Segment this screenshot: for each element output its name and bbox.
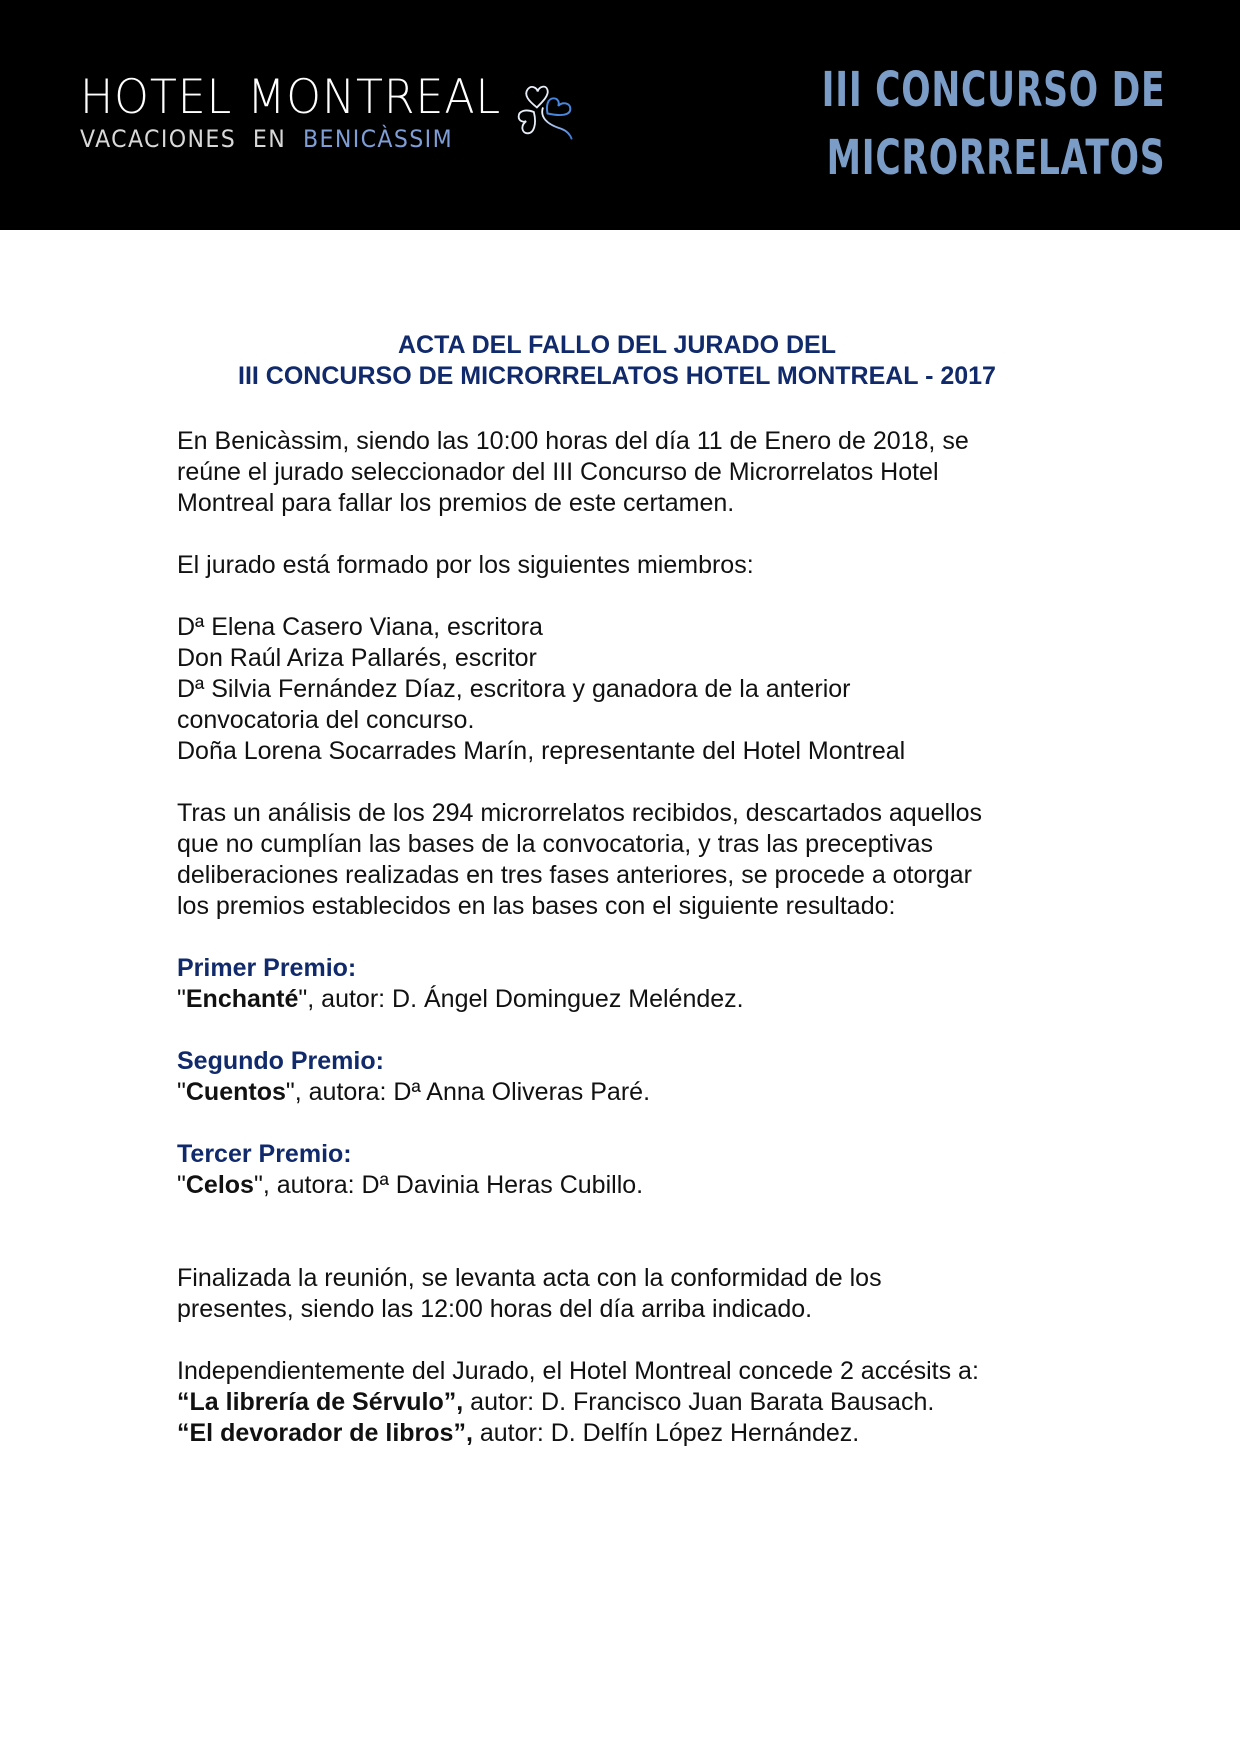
- quote: ": [253, 1171, 263, 1199]
- document-body: [177, 330, 1077, 1480]
- jury-member-continued: convocatoria del concurso.: [177, 706, 475, 734]
- document-title-line-1: ACTA DEL FALLO DEL JURADO DEL: [398, 331, 836, 359]
- accesit-item: [177, 1418, 1077, 1449]
- analysis-paragraph: [177, 798, 1077, 922]
- contest-title: [821, 56, 1165, 192]
- intro-line: Montreal para fallar los premios de este certamen.: [177, 489, 735, 517]
- spacer: [177, 1232, 1077, 1263]
- prize-third: [177, 1139, 1077, 1201]
- prize-winner: [177, 1077, 1077, 1108]
- analysis-line: los premios establecidos en las bases con el siguiente resultado:: [177, 892, 896, 920]
- page-header: [0, 0, 1240, 230]
- prize-label: Primer Premio:: [177, 954, 357, 982]
- jury-members-list: [177, 612, 1077, 767]
- logo-subtitle-accent: BENICÀSSIM: [302, 125, 454, 153]
- prize-second: [177, 1046, 1077, 1108]
- accesit-author: autor: D. Delfín López Hernández.: [472, 1419, 860, 1447]
- logo-title: HOTEL MONTREAL: [80, 70, 502, 125]
- quote: ": [285, 1078, 295, 1106]
- prize-label: Tercer Premio:: [177, 1140, 352, 1168]
- accesit-author: autor: D. Francisco Juan Barata Bausach.: [463, 1388, 935, 1416]
- jury-intro: [177, 550, 1077, 581]
- closing-line: Finalizada la reunión, se levanta acta con la conformidad de los: [177, 1264, 882, 1292]
- logo-subtitle-prefix: VACACIONES EN: [80, 125, 303, 153]
- prize-winner: [177, 1170, 1077, 1201]
- hotel-logo: [80, 70, 528, 153]
- quote: ": [177, 985, 186, 1013]
- accesits-intro: Independientemente del Jurado, el Hotel Montreal concede 2 accésits a:: [177, 1357, 979, 1385]
- prize-work-title: Celos: [185, 1171, 254, 1199]
- intro-paragraph: [177, 426, 1077, 519]
- jury-intro-text: El jurado está formado por los siguientes miembros:: [177, 551, 754, 579]
- closing-paragraph: [177, 1263, 1077, 1325]
- prize-author: , autora: Dª Anna Oliveras Paré.: [294, 1078, 651, 1106]
- jury-member: Doña Lorena Socarrades Marín, representante del Hotel Montreal: [177, 737, 906, 765]
- heart-clover-icon: [508, 76, 584, 148]
- accesit-work-title: “La librería de Sérvulo”,: [177, 1388, 464, 1416]
- prize-author: , autor: D. Ángel Dominguez Meléndez.: [307, 985, 744, 1013]
- accesit-work-title: “El devorador de libros”,: [177, 1419, 473, 1447]
- prize-work-title: Cuentos: [185, 1078, 286, 1106]
- prize-winner: [177, 984, 1077, 1015]
- accesits-section: [177, 1356, 1077, 1449]
- prize-first: [177, 953, 1077, 1015]
- analysis-line: deliberaciones realizadas en tres fases anteriores, se procede a otorgar: [177, 861, 972, 889]
- jury-member: Dª Elena Casero Viana, escritora: [177, 613, 543, 641]
- closing-line: presentes, siendo las 12:00 horas del día arriba indicado.: [177, 1295, 813, 1323]
- logo-subtitle: [80, 127, 492, 151]
- intro-line: reúne el jurado seleccionador del III Concurso de Microrrelatos Hotel: [177, 458, 939, 486]
- prize-author: , autora: Dª Davinia Heras Cubillo.: [262, 1171, 644, 1199]
- prize-label: Segundo Premio:: [177, 1047, 384, 1075]
- quote: ": [177, 1171, 186, 1199]
- analysis-line: Tras un análisis de los 294 microrrelatos recibidos, descartados aquellos: [177, 799, 983, 827]
- prize-work-title: Enchanté: [185, 985, 299, 1013]
- document-title: [177, 330, 1057, 392]
- jury-member: Don Raúl Ariza Pallarés, escritor: [177, 644, 537, 672]
- contest-title-line-2: MICRORRELATOS: [826, 130, 1165, 186]
- accesit-item: [177, 1387, 1077, 1418]
- quote: ": [298, 985, 308, 1013]
- contest-title-line-1: III CONCURSO DE: [821, 62, 1165, 118]
- analysis-line: que no cumplían las bases de la convocatoria, y tras las preceptivas: [177, 830, 933, 858]
- jury-member: Dª Silvia Fernández Díaz, escritora y ganadora de la anterior: [177, 675, 851, 703]
- document-title-line-2: III CONCURSO DE MICRORRELATOS HOTEL MONTREAL - 2017: [238, 362, 996, 390]
- quote: ": [177, 1078, 186, 1106]
- intro-line: En Benicàssim, siendo las 10:00 horas del día 11 de Enero de 2018, se: [177, 427, 969, 455]
